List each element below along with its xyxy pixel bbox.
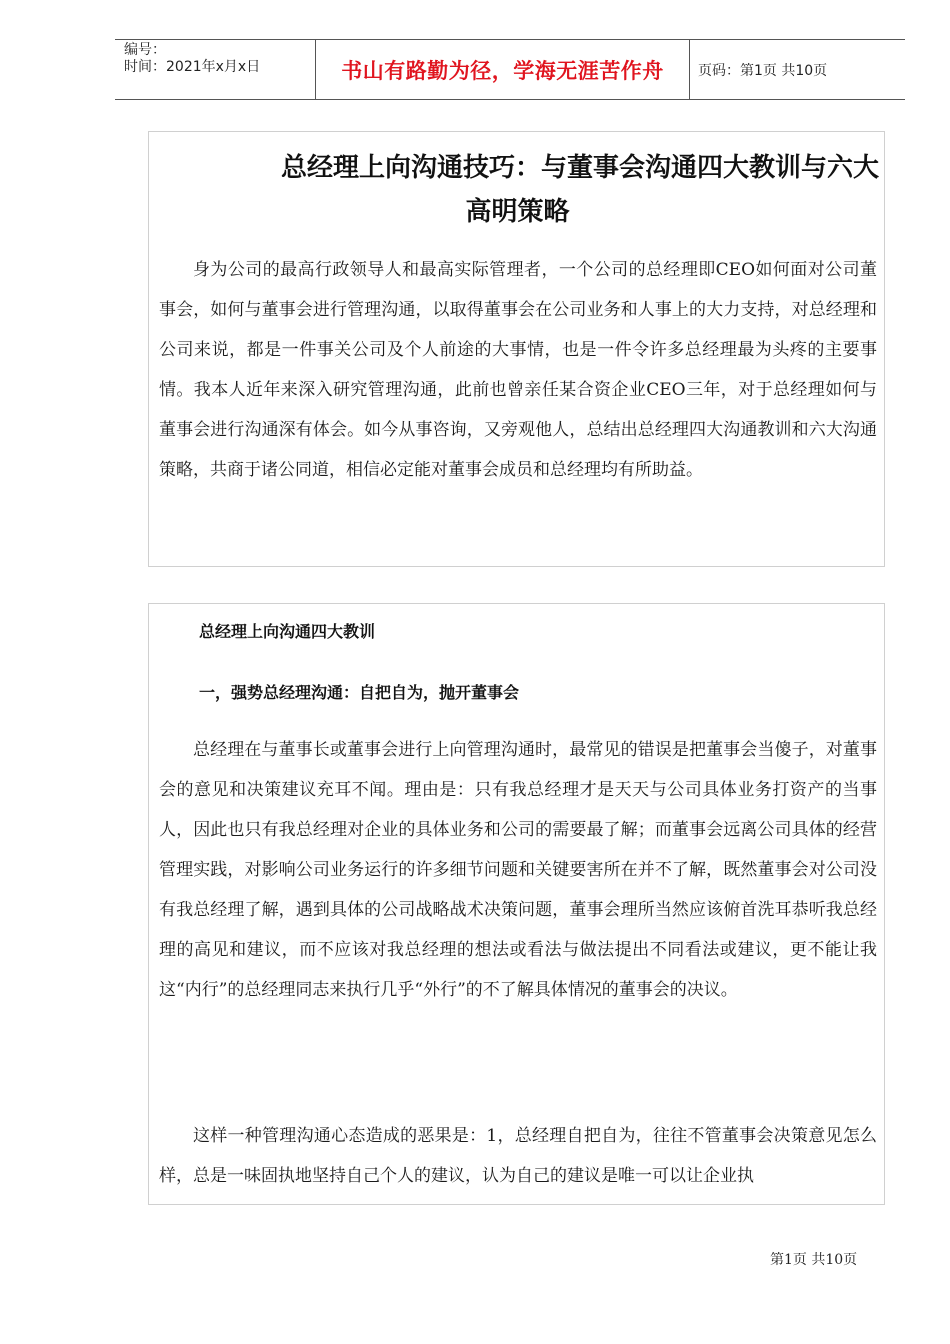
page-header — [115, 39, 905, 100]
serial-label: 编号： — [124, 42, 166, 58]
section-subheading: 一，强势总经理沟通：自把自为，抛开董事会 — [199, 683, 520, 702]
section-heading: 总经理上向沟通四大教训 — [199, 622, 376, 641]
article-title-line2: 高明策略 — [465, 197, 570, 227]
header-meta — [124, 42, 314, 76]
intro-paragraph: 身为公司的最高行政领导人和最高实际管理者，一个公司的总经理即CEO如何面对公司董事会，如何与董事会进行管理沟通，以取得董事会在公司业务和人事上的大力支持，对总经理和公司来说，都是一件事关公司及个人前途的大事情，也是一件令许多总经理最为头疼的主要事情。我本人近年来深入研究管理沟通，此前也曾亲任某合资企业CEO三年，对于总经理如何与董事会进行沟通深有体会。如今从事咨询，又旁观他人，总结出总经理四大沟通教训和六大沟通策略，共商于诸公同道，相信必定能对董事会成员和总经理均有所助益。 — [159, 260, 877, 480]
date-label: 时间：2021年x月x日 — [124, 59, 261, 75]
section-paragraph-2: 这样一种管理沟通心态造成的恶果是：1，总经理自把自为，往往不管董事会决策意见怎么样，总是一味固执地坚持自己个人的建议，认为自己的建议是唯一可以让企业执 — [159, 1126, 877, 1186]
page-footer: 第1页 共10页 — [770, 1252, 858, 1268]
header-motto: 书山有路勤为径，学海无涯苦作舟 — [341, 58, 664, 83]
header-divider — [689, 40, 690, 99]
article-intro-box — [148, 131, 885, 567]
header-page-info: 页码：第1页 共10页 — [698, 62, 828, 79]
section-paragraph-1: 总经理在与董事长或董事会进行上向管理沟通时，最常见的错误是把董事会当傻子，对董事会的意见和决策建议充耳不闻。理由是：只有我总经理才是天天与公司具体业务打资产的当事人，因此也只有我总经理对企业的具体业务和公司的需要最了解；而董事会远离公司具体的经营管理实践，对影响公司业务运行的许多细节问题和关键要害所在并不了解，既然董事会对公司没有我总经理了解，遇到具体的公司战略战术决策问题，董事会理所当然应该俯首洗耳恭听我总经理的高见和建议，而不应该对我总经理的想法或看法与做法提出不同看法或建议，更不能让我这“内行”的总经理同志来执行几乎“外行”的不了解具体情况的董事会的决议。 — [159, 740, 877, 1000]
section-box — [148, 603, 885, 1205]
article-title-line1: 总经理上向沟通技巧：与董事会沟通四大教训与六大 — [280, 153, 879, 183]
